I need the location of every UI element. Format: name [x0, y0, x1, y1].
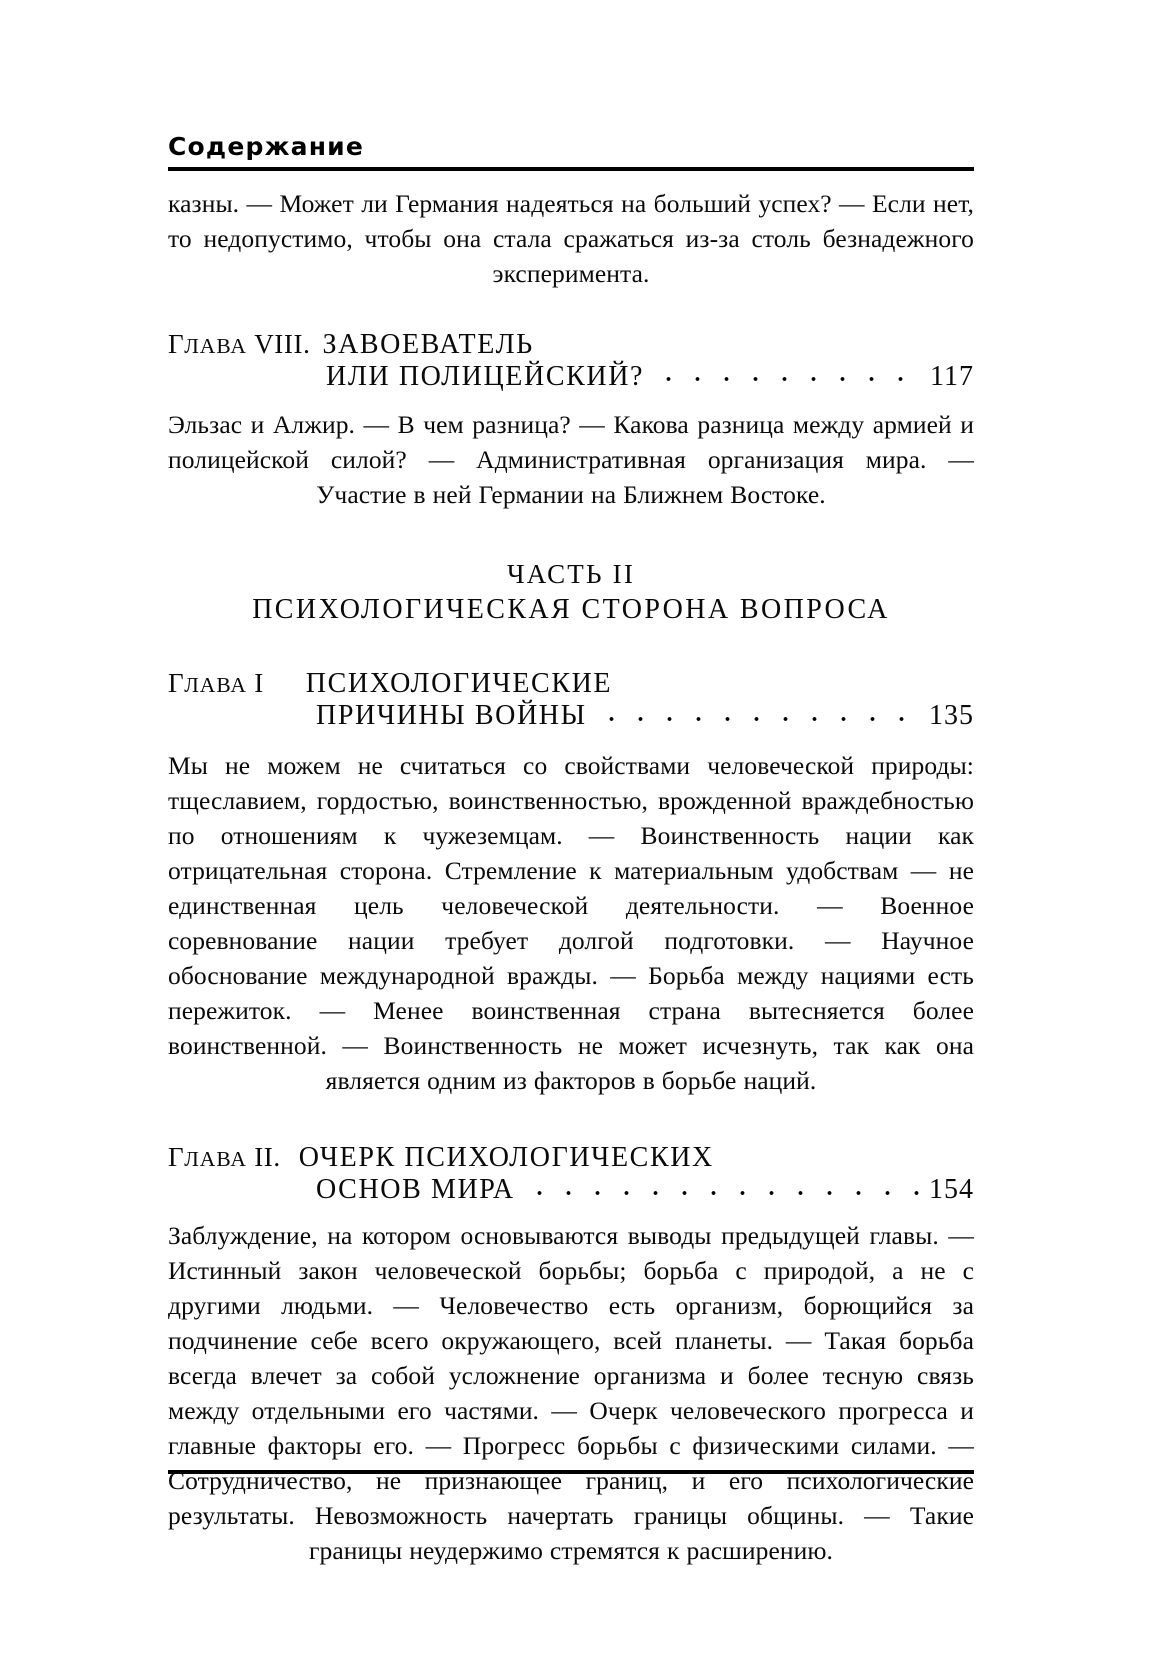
chapter-ii-line-1	[168, 1142, 974, 1174]
part-divider	[168, 558, 974, 628]
chapter-viii-line-2	[168, 361, 974, 393]
spacer	[168, 732, 974, 748]
toc-entry-chapter-i[interactable]	[168, 668, 974, 732]
dot-leader	[597, 708, 925, 724]
chapter-label-initial: Г	[168, 329, 185, 359]
chapter-i-line-1	[168, 668, 974, 700]
dot-leader	[654, 369, 926, 385]
toc-entry-chapter-viii[interactable]	[168, 329, 974, 393]
chapter-label-rest: ЛАВА	[184, 334, 247, 358]
chapter-i-title-line-1: ПСИХОЛОГИЧЕСКИЕ	[305, 668, 613, 700]
chapter-ii-page-number: 154	[929, 1174, 974, 1206]
chapter-ii-description: Заблуждение, на котором основываются выводы предыдущей главы. — Истинный закон человеческой борьбы; борьба с природой, а не с другими людьми. — Человечество есть организм, борющийся за подчинение себе всего окружающего, всей планеты. — Такая борьба всегда влечет за собой усложнение организма и более тесную связь между отдельными его частями. — Очерк человеческого прогресса и главные факторы его. — Прогресс борьбы с физическими силами. — Сотрудничество, не признающее границ, и его психологические результаты. Невозможность начертать границы общины. — Такие границы неудержимо стремятся к расширению.	[168, 1221, 974, 1566]
chapter-ii-title-line-1: ОЧЕРК ПСИХОЛОГИЧЕСКИХ	[298, 1142, 714, 1174]
chapter-label-rest: ЛАВА	[184, 1147, 247, 1172]
running-head-title: Содержание	[168, 132, 365, 161]
part-title: ПСИХОЛОГИЧЕСКАЯ СТОРОНА ВОПРОСА	[252, 593, 890, 625]
header-divider-rule	[168, 167, 974, 171]
spacer	[168, 291, 974, 329]
toc-content	[168, 186, 974, 1568]
chapter-i-title-line-2: ПРИЧИНЫ ВОЙНЫ	[316, 700, 587, 732]
chapter-label-initial: Г	[168, 668, 185, 699]
chapter-viii-line-1	[168, 329, 974, 361]
chapter-viii-label	[168, 329, 310, 360]
intro-description: казны. — Может ли Германия надеяться на больший успех? — Если нет, то недопустимо, чтобы она стала сражаться из-за столь безнадежного эксперимента.	[168, 189, 974, 288]
spacer	[168, 1098, 974, 1142]
chapter-ii-line-2	[168, 1174, 974, 1206]
spacer	[168, 1206, 974, 1218]
chapter-label-initial: Г	[168, 1142, 185, 1173]
chapter-viii-number: VIII.	[254, 329, 311, 359]
chapter-i-page-number: 135	[929, 700, 974, 732]
chapter-ii-label	[168, 1142, 281, 1173]
chapter-i-label	[168, 668, 264, 699]
spacer	[168, 393, 974, 407]
chapter-viii-description: Эльзас и Алжир. — В чем разница? — Какова разница между армией и полицейской силой? — Административная организация мира. — Участие в ней Германии на Ближнем Востоке.	[168, 410, 974, 509]
chapter-i-description: Мы не можем не считаться со свойствами человеческой природы: тщеславием, гордостью, воинственностью, врожденной враждебностью по отношениям к чужеземцам. — Воинственность нации как отрицательная сторона. Стремление к материальным удобствам — не единственная цель человеческой деятельности. — Военное соревнование нации требует долгой подготовки. — Научное обоснование международной вражды. — Борьба между нациями есть пережиток. — Менее воинственная страна вытесняется более воинственной. — Воинственность не может исчезнуть, так как она является одним из факторов в борьбе наций.	[168, 751, 974, 1096]
chapter-label-rest: ЛАВА	[184, 673, 247, 698]
footer-divider-rule	[168, 1470, 974, 1474]
chapter-viii-title-line-2: ИЛИ ПОЛИЦЕЙСКИЙ?	[326, 361, 645, 392]
chapter-i-line-2	[168, 700, 974, 732]
chapter-i-number: I	[254, 668, 264, 699]
chapter-viii-title-line-1: ЗАВОЕВАТЕЛЬ	[322, 329, 534, 360]
dot-leader	[525, 1182, 925, 1198]
spacer	[168, 628, 974, 668]
chapter-viii-page-number: 117	[930, 361, 974, 392]
chapter-ii-title-line-2: ОСНОВ МИРА	[316, 1174, 515, 1206]
toc-entry-chapter-ii[interactable]	[168, 1142, 974, 1206]
running-head-block	[168, 133, 974, 171]
part-label: ЧАСТЬ II	[506, 559, 636, 589]
chapter-ii-number: II.	[254, 1142, 281, 1173]
spacer	[168, 512, 974, 558]
